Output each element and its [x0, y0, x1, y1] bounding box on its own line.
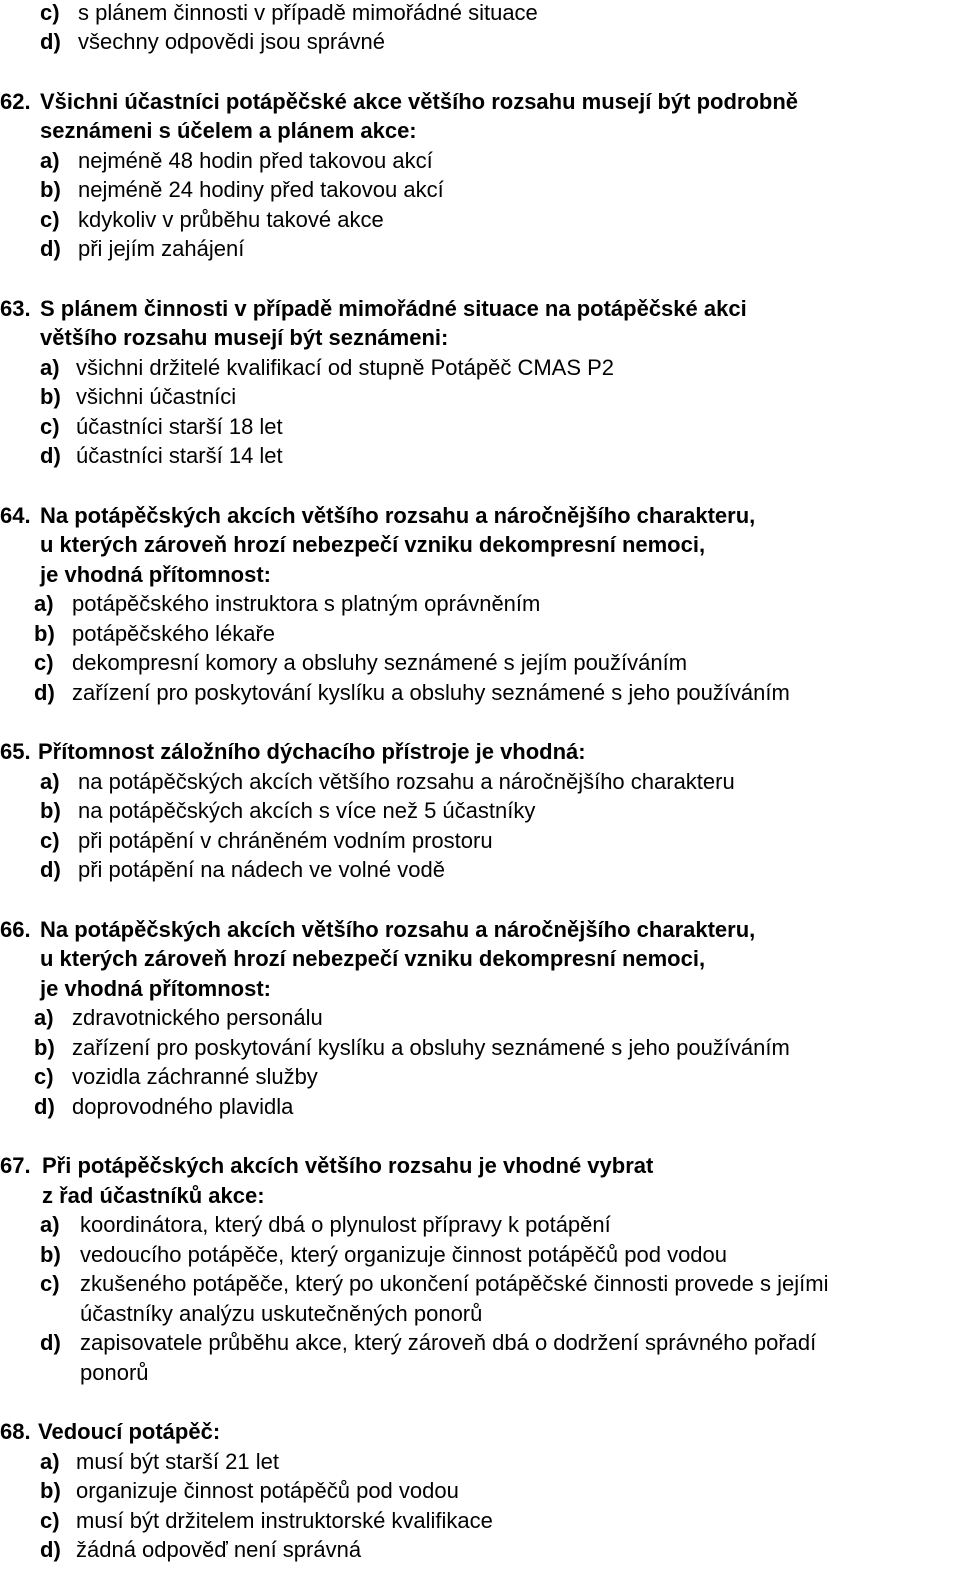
answer-d: d) při jejím zahájení [40, 236, 245, 261]
answer-c: c) zkušeného potápěče, který po ukončení potápěčské činnosti provede s jejími [40, 1271, 829, 1296]
question-text: Při potápěčských akcích většího rozsahu je vhodné vybrat [42, 1153, 654, 1178]
question-number: 65. [0, 739, 31, 764]
question-number: 68. [0, 1419, 31, 1444]
answer-d: d) zařízení pro poskytování kyslíku a obsluhy seznámené s jeho používáním [34, 680, 790, 705]
answer-a: a) na potápěčských akcích většího rozsahu a náročnějšího charakteru [40, 769, 735, 794]
answer-c: c) s plánem činnosti v případě mimořádné situace [40, 0, 538, 25]
question-text: je vhodná přítomnost: [40, 562, 271, 587]
question-text: u kterých zároveň hrozí nebezpečí vzniku dekompresní nemoci, [40, 532, 706, 557]
question-text: většího rozsahu musejí být seznámeni: [40, 325, 449, 350]
question-number: 62. [0, 89, 31, 114]
answer-d: d) účastníci starší 14 let [40, 443, 283, 468]
answer-d: d) žádná odpověď není správná [40, 1537, 362, 1562]
answer-a: a) zdravotnického personálu [34, 1005, 323, 1030]
answer-c: c) kdykoliv v průběhu takové akce [40, 207, 384, 232]
answer-c: c) vozidla záchranné služby [34, 1064, 318, 1089]
question-number: 66. [0, 917, 31, 942]
question-text: S plánem činnosti v případě mimořádné situace na potápěčské akci [40, 296, 747, 321]
answer-c: c) při potápění v chráněném vodním prostoru [40, 828, 493, 853]
answer-c: c) musí být držitelem instruktorské kvalifikace [40, 1508, 493, 1533]
answer-b: b) zařízení pro poskytování kyslíku a obsluhy seznámené s jeho používáním [34, 1035, 790, 1060]
answer-b: b) na potápěčských akcích s více než 5 účastníky [40, 798, 536, 823]
question-number: 67. [0, 1153, 31, 1178]
answer-b: b) nejméně 24 hodiny před takovou akcí [40, 177, 444, 202]
answer-d: d) všechny odpovědi jsou správné [40, 29, 385, 54]
answer-a: a) koordinátora, který dbá o plynulost přípravy k potápění [40, 1212, 611, 1237]
question-text: seznámeni s účelem a plánem akce: [40, 118, 417, 143]
question-text: je vhodná přítomnost: [40, 976, 271, 1001]
answer-b: b) všichni účastníci [40, 384, 237, 409]
answer-b: b) organizuje činnost potápěčů pod vodou [40, 1478, 459, 1503]
question-text: Na potápěčských akcích většího rozsahu a náročnějšího charakteru, [40, 503, 756, 528]
answer-c-continuation: účastníky analýzu uskutečněných ponorů [80, 1301, 483, 1326]
question-text: Vedoucí potápěč: [38, 1419, 221, 1444]
answer-a: a) všichni držitelé kvalifikací od stupně Potápěč CMAS P2 [40, 355, 615, 380]
question-text: Přítomnost záložního dýchacího přístroje je vhodná: [38, 739, 586, 764]
answer-d-continuation: ponorů [80, 1360, 149, 1385]
answer-a: a) musí být starší 21 let [40, 1449, 279, 1474]
question-number: 64. [0, 503, 31, 528]
answer-c: c) účastníci starší 18 let [40, 414, 283, 439]
question-text: Na potápěčských akcích většího rozsahu a náročnějšího charakteru, [40, 917, 756, 942]
answer-a: a) nejméně 48 hodin před takovou akcí [40, 148, 433, 173]
question-text: Všichni účastníci potápěčské akce většího rozsahu musejí být podrobně [40, 89, 799, 114]
question-text: u kterých zároveň hrozí nebezpečí vzniku dekompresní nemoci, [40, 946, 706, 971]
answer-b: b) vedoucího potápěče, který organizuje činnost potápěčů pod vodou [40, 1242, 728, 1267]
answer-c: c) dekompresní komory a obsluhy seznámené s jejím používáním [34, 650, 688, 675]
answer-d: d) při potápění na nádech ve volné vodě [40, 857, 445, 882]
question-number: 63. [0, 296, 31, 321]
answer-d: d) zapisovatele průběhu akce, který zároveň dbá o dodržení správného pořadí [40, 1330, 817, 1355]
answer-b: b) potápěčského lékaře [34, 621, 276, 646]
answer-d: d) doprovodného plavidla [34, 1094, 294, 1119]
answer-a: a) potápěčského instruktora s platným oprávněním [34, 591, 541, 616]
question-text: z řad účastníků akce: [42, 1183, 265, 1208]
